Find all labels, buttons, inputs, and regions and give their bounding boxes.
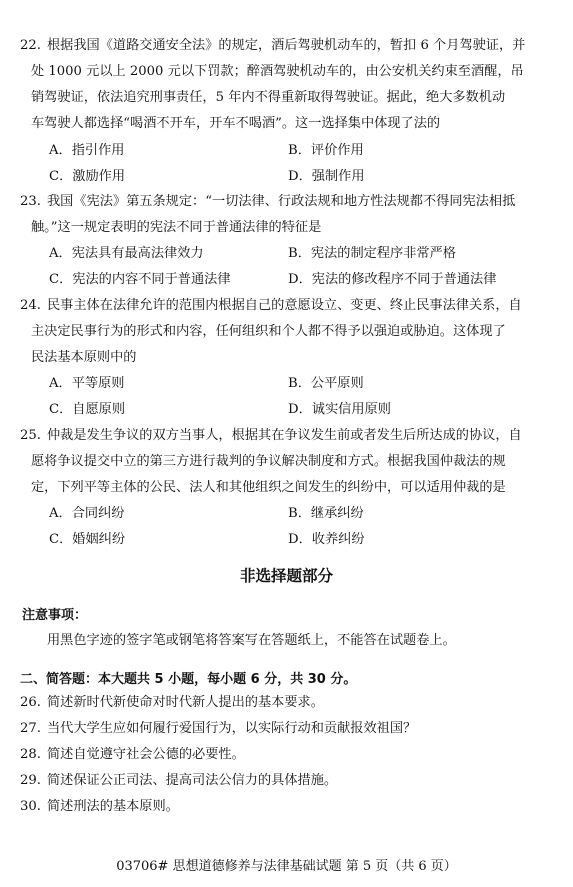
option-d: D．收养纠纷 <box>288 532 365 547</box>
question-text-line: 触。”这一规定表明的宪法不同于普通法律的特征是 <box>31 220 322 235</box>
section-title: 非选择题部分 <box>239 567 333 585</box>
option-c: C．婚姻纠纷 <box>49 532 126 547</box>
question-text-line: 车驾驶人都选择“喝酒不开车，开车不喝酒”。这一选择集中体现了法的 <box>31 116 441 131</box>
option-a: A．宪法具有最高法律效力 <box>49 246 204 261</box>
option-c: C．自愿原则 <box>49 402 126 417</box>
question-text: 简述新时代新使命对时代新人提出的基本要求。 <box>47 695 324 710</box>
option-a: A．合同纠纷 <box>49 506 125 521</box>
question-number: 27. <box>20 721 41 736</box>
question-text: 简述自觉遵守社会公德的必要性。 <box>47 747 245 762</box>
question-text-line: 仲裁是发生争议的双方当事人，根据其在争议发生前或者发生后所达成的协议，自 <box>47 428 522 443</box>
question-number: 23. <box>20 194 41 209</box>
question-number: 22. <box>20 38 41 53</box>
question-text: 当代大学生应如何履行爱国行为，以实际行动和贡献报效祖国？ <box>47 721 417 736</box>
question-text-line: 民法基本原则中的 <box>31 350 137 365</box>
option-b: B．评价作用 <box>288 143 364 158</box>
question-number: 28. <box>20 747 41 762</box>
option-d: D．诚实信用原则 <box>288 402 391 417</box>
question-text: 简述保证公正司法、提高司法公信力的具体措施。 <box>47 773 338 788</box>
option-a: A．指引作用 <box>49 143 125 158</box>
option-c: C．宪法的内容不同于普通法律 <box>49 272 231 287</box>
option-a: A．平等原则 <box>49 376 125 391</box>
option-b: B．宪法的制定程序非常严格 <box>288 246 456 261</box>
option-d: D．强制作用 <box>288 169 365 184</box>
question-number: 24. <box>20 298 41 313</box>
option-b: B．继承纠纷 <box>288 506 364 521</box>
question-text-line: 根据我国《道路交通安全法》的规定，酒后驾驶机动车的，暂扣 6 个月驾驶证，并 <box>47 38 526 53</box>
question-text: 简述刑法的基本原则。 <box>47 799 179 814</box>
notice-label: 注意事项： <box>22 608 88 623</box>
page-footer: 03706# 思想道德修养与法律基础试题 第 5 页（共 6 页） <box>116 859 457 874</box>
part-title: 二、简答题：本大题共 5 小题，每小题 6 分，共 30 分。 <box>20 672 357 687</box>
question-text-line: 民事主体在法律允许的范围内根据自己的意愿设立、变更、终止民事法律关系，自 <box>47 298 522 313</box>
question-text-line: 处 1000 元以上 2000 元以下罚款；醉酒驾驶机动车的，由公安机关约束至酒醒，吊 <box>31 64 524 79</box>
question-text-line: 我国《宪法》第五条规定：“一切法律、行政法规和地方性法规都不得同宪法相抵 <box>47 194 516 209</box>
question-text-line: 销驾驶证，依法追究刑事责任，5 年内不得重新取得驾驶证。据此，绝大多数机动 <box>31 90 506 105</box>
option-d: D．宪法的修改程序不同于普通法律 <box>288 272 497 287</box>
notice-text: 用黑色字迹的签字笔或钢笔将答案写在答题纸上，不能答在试题卷上。 <box>47 633 456 648</box>
option-c: C．激励作用 <box>49 169 126 184</box>
question-text-line: 主决定民事行为的形式和内容，任何组织和个人都不得予以强迫或胁迫。这体现了 <box>31 324 506 339</box>
question-number: 26. <box>20 695 41 710</box>
option-b: B．公平原则 <box>288 376 364 391</box>
question-number: 25. <box>20 428 41 443</box>
question-text-line: 定，下列平等主体的公民、法人和其他组织之间发生的纠纷中，可以适用仲裁的是 <box>31 480 506 495</box>
question-number: 30. <box>20 799 41 814</box>
question-text-line: 愿将争议提交中立的第三方进行裁判的争议解决制度和方式。根据我国仲裁法的规 <box>31 454 506 469</box>
question-number: 29. <box>20 773 41 788</box>
